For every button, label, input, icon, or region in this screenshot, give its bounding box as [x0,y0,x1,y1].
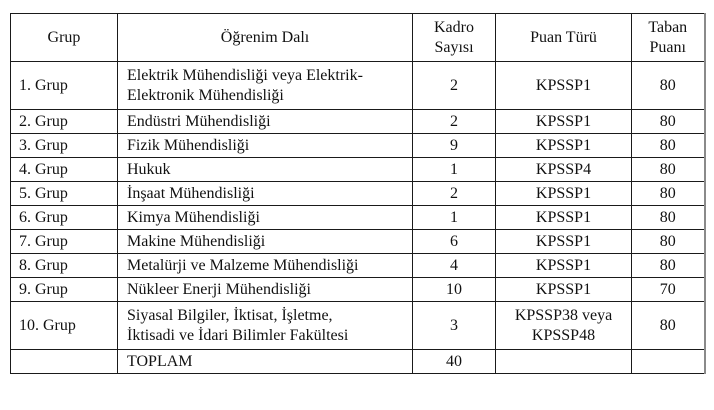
table-row [11,302,705,350]
cell-taban: 80 [632,182,705,206]
cell-kadro: 9 [413,134,496,158]
cell-kadro: 1 [413,158,496,182]
total-label: TOPLAM [118,350,413,374]
table-row [11,62,705,110]
cell-taban: 80 [632,230,705,254]
total-taban [632,350,705,374]
total-row [11,350,705,374]
header-grup: Grup [11,14,118,62]
cell-ogrenim-dali [118,62,413,110]
table-row [11,206,705,230]
table-row [11,110,705,134]
cell-dal-line-2: Elektronik Mühendisliği [127,86,284,104]
table-row [11,158,705,182]
cell-ogrenim-dali: Hukuk [118,158,413,182]
cell-kadro: 1 [413,206,496,230]
cell-grup: 1. Grup [11,62,118,110]
cell-taban: 80 [632,110,705,134]
cell-taban: 80 [632,134,705,158]
cell-puan-line-1: KPSSP38 veya [514,306,613,324]
cell-ogrenim-dali [118,302,413,350]
header-row [11,14,705,62]
total-kadro: 40 [413,350,496,374]
cell-ogrenim-dali: Metalürji ve Malzeme Mühendisliği [118,254,413,278]
cell-dal-line-1: Elektrik Mühendisliği veya Elektrik- [127,66,363,84]
cell-taban: 80 [632,302,705,350]
cell-puan-turu [496,302,632,350]
cell-grup: 2. Grup [11,110,118,134]
cell-puan-turu: KPSSP1 [496,110,632,134]
cell-kadro: 2 [413,62,496,110]
cell-puan-turu: KPSSP1 [496,134,632,158]
table-row [11,182,705,206]
cell-puan-turu: KPSSP1 [496,278,632,302]
cell-puan-line-2: KPSSP48 [531,326,596,344]
cell-grup: 9. Grup [11,278,118,302]
cell-ogrenim-dali: Nükleer Enerji Mühendisliği [118,278,413,302]
cell-ogrenim-dali: Makine Mühendisliği [118,230,413,254]
cell-taban: 80 [632,158,705,182]
cell-kadro: 6 [413,230,496,254]
header-kadro-line-2: Sayısı [434,38,474,56]
cell-taban: 80 [632,206,705,230]
cell-grup: 5. Grup [11,182,118,206]
positions-table [10,13,706,374]
cell-grup: 6. Grup [11,206,118,230]
header-ogrenim-dali: Öğrenim Dalı [118,14,413,62]
cell-puan-turu: KPSSP1 [496,254,632,278]
header-taban-line-1: Taban [648,18,688,36]
cell-grup: 7. Grup [11,230,118,254]
header-taban-puani [632,14,705,62]
cell-dal-line-2: İktisadi ve İdari Bilimler Fakültesi [127,326,349,344]
total-puan-turu [496,350,632,374]
header-puan-turu: Puan Türü [496,14,632,62]
header-kadro-line-1: Kadro [434,18,474,36]
table-row [11,230,705,254]
cell-ogrenim-dali: Endüstri Mühendisliği [118,110,413,134]
cell-grup: 10. Grup [11,302,118,350]
total-grup [11,350,118,374]
cell-dal-line-1: Siyasal Bilgiler, İktisat, İşletme, [127,306,333,324]
cell-ogrenim-dali: Kimya Mühendisliği [118,206,413,230]
table-row [11,278,705,302]
cell-kadro: 2 [413,110,496,134]
header-taban-line-2: Puanı [649,38,686,56]
table-row [11,134,705,158]
table-row [11,254,705,278]
cell-taban: 80 [632,254,705,278]
cell-grup: 3. Grup [11,134,118,158]
cell-puan-turu: KPSSP1 [496,206,632,230]
cell-grup: 4. Grup [11,158,118,182]
cell-taban: 80 [632,62,705,110]
cell-kadro: 3 [413,302,496,350]
cell-ogrenim-dali: İnşaat Mühendisliği [118,182,413,206]
cell-kadro: 10 [413,278,496,302]
cell-kadro: 4 [413,254,496,278]
cell-puan-turu: KPSSP1 [496,62,632,110]
cell-kadro: 2 [413,182,496,206]
cell-ogrenim-dali: Fizik Mühendisliği [118,134,413,158]
header-kadro-sayisi [413,14,496,62]
cell-puan-turu: KPSSP1 [496,182,632,206]
cell-puan-turu: KPSSP1 [496,230,632,254]
cell-puan-turu: KPSSP4 [496,158,632,182]
cell-taban: 70 [632,278,705,302]
cell-grup: 8. Grup [11,254,118,278]
